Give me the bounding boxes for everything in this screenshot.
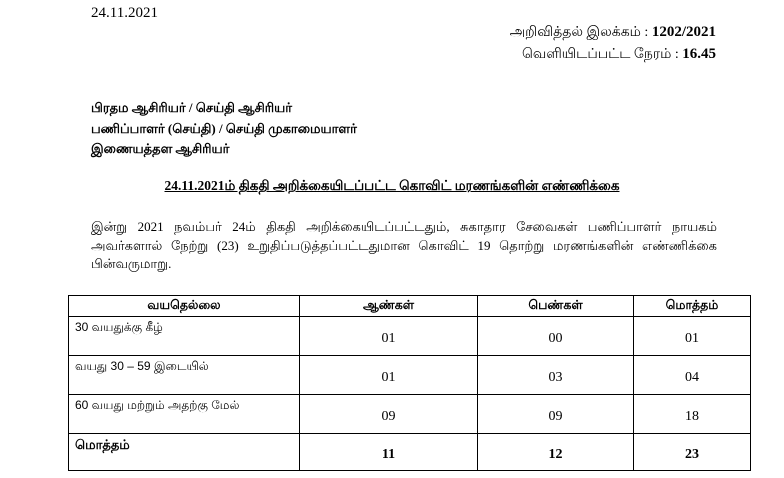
deaths-table — [68, 295, 751, 471]
age-range-cell: 30 வயதுக்கு கீழ் — [69, 317, 300, 356]
announcement-number — [510, 24, 716, 42]
male-cell: 09 — [300, 395, 478, 434]
total-cell: 18 — [634, 395, 751, 434]
grand-total-cell: 23 — [634, 434, 751, 471]
age-range-cell: வயது 30 – 59 இடையில் — [69, 356, 300, 395]
table-total-row — [69, 434, 751, 471]
total-cell: 01 — [634, 317, 751, 356]
recipient-line: பணிப்பாளர் (செய்தி) / செய்தி முகாமையாளர் — [91, 120, 357, 136]
female-cell: 09 — [478, 395, 634, 434]
recipients-block — [91, 98, 357, 160]
header-age-range: வயதெல்லை — [69, 296, 300, 317]
announcement-number-label: அறிவித்தல் இலக்கம் : — [509, 25, 649, 40]
table-row — [69, 395, 751, 434]
table-row — [69, 356, 751, 395]
release-time-label: வெளியிடப்பட்ட நேரம் : — [522, 47, 679, 62]
body-paragraph: இன்று 2021 நவம்பர் 24ம் திகதி அறிக்கையிடப்பட்டதும், சுகாதார சேவைகள் பணிப்பாளர் நாயகம் அவர்களால் நேற்று (23) உறுதிப்படுத்தப்பட்டதுமான கொவிட் 19 தொற்று மரணங்களின் எண்ணிக்கை பின்வருமாறு. — [91, 219, 717, 271]
header-female: பெண்கள் — [478, 296, 634, 317]
female-total-cell: 12 — [478, 434, 634, 471]
document-date: 24.11.2021 — [91, 5, 158, 21]
male-cell: 01 — [300, 356, 478, 395]
female-cell: 00 — [478, 317, 634, 356]
table-header-row — [69, 296, 751, 317]
age-range-cell: 60 வயது மற்றும் அதற்கு மேல் — [69, 395, 300, 434]
release-time — [522, 46, 716, 64]
male-cell: 01 — [300, 317, 478, 356]
male-total-cell: 11 — [300, 434, 478, 471]
document-heading: 24.11.2021ம் திகதி அறிக்கையிடப்பட்ட கொவிட் மரணங்களின் எண்ணிக்கை — [164, 178, 620, 193]
header-male: ஆண்கள் — [300, 296, 478, 317]
total-label-cell: மொத்தம் — [69, 434, 300, 471]
recipient-line: பிரதம ஆசிரியர் / செய்தி ஆசிரியர் — [91, 100, 293, 115]
female-cell: 03 — [478, 356, 634, 395]
recipient-line: இணையத்தள ஆசிரியர் — [91, 141, 230, 156]
header-total: மொத்தம் — [634, 296, 751, 317]
total-cell: 04 — [634, 356, 751, 395]
release-time-value: 16.45 — [682, 46, 716, 62]
table-row — [69, 317, 751, 356]
announcement-number-value: 1202/2021 — [651, 24, 716, 40]
